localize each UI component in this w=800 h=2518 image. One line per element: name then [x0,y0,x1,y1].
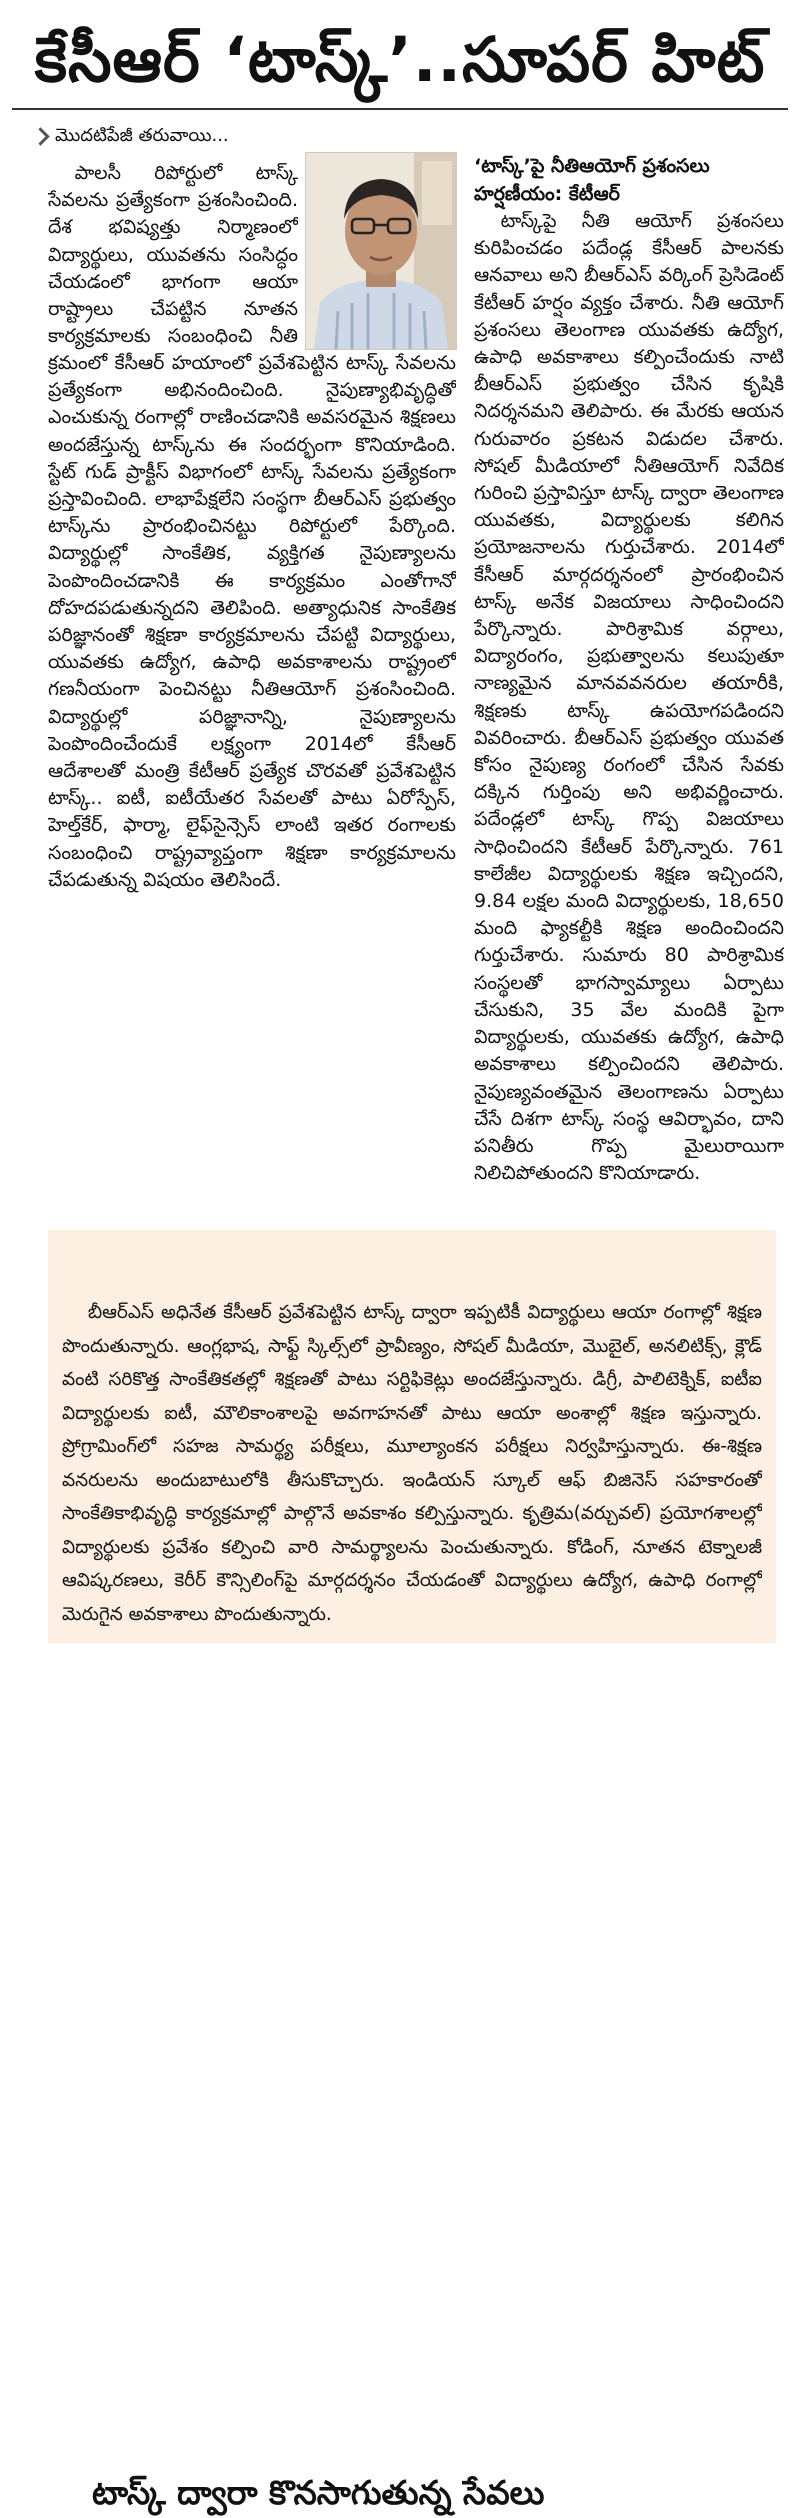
services-heading: టాస్క్ ద్వారా కొనసాగుతున్న సేవలు [92,2473,545,2512]
chevron-right-icon [31,127,49,145]
headline-rule [12,108,788,110]
headline: కేసీఆర్ ‘టాస్క్’..సూపర్ హిట్ [34,23,766,96]
left-column-text-top: పాలసీ రిపోర్టులో టాస్క్ సేవలను ప్రత్యేకంగా ప్రశంసించింది. దేశ భవిష్యత్తు నిర్మాణంలో విద్యార్థులు, యువతను సంసిద్ధం చేయడంలో భాగంగా ఆయా రాష్ట్రాలు చేపట్టిన నూతన కార్యక్రమాలకు సంబంధించి నీతి [48,162,298,348]
portrait-illustration [306,153,456,349]
services-text-container [62,1296,762,1636]
left-column-bottom [48,350,456,1220]
right-column [474,208,784,1218]
left-column-top [48,160,298,350]
continued-marker [34,124,229,148]
left-column-text-bottom: క్రమంలో కేసీఆర్ హయాంలో ప్రవేశపెట్టిన టాస్క్ సేవలను ప్రత్యేకంగా అభినందించింది. నైపుణ్యాభివృద్ధితో ఎంచుకున్న రంగాల్లో రాణించడానికి అవసరమైన శిక్షణలు అందజేస్తున్న టాస్క్‌ను ఈ సందర్భంగా కొనియాడింది. స్టేట్ గుడ్ ప్రాక్టీస్ విభాగంలో టాస్క్ సేవలను ప్రత్యేకంగా ప్రస్తావించింది. లాభాపేక్షలేని సంస్థగా బీఆర్‌ఎస్ ప్రభుత్వం టాస్క్‌ను ప్రారంభించినట్టు రిపోర్టులో పేర్కొంది. విద్యార్థుల్లో సాంకేతిక, వ్యక్తిగత నైపుణ్యాలను పెంపొందించడానికి ఈ కార్యక్రమం ఎంతోగానో దోహదపడుతున్నదని తెలిపింది. అత్యాధునిక సాంకేతిక పరిజ్ఞానంతో శిక్షణా కార్యక్రమాలను చేపట్టి విద్యార్థులు, యువతకు ఉద్యోగ, ఉపాధి అవకాశాలను రాష్ట్రంలో గణనీయంగా పెంచినట్టు నీతిఆయోగ్ ప్రశంసించింది. విద్యార్థుల్లో పరిజ్ఞానాన్ని, నైపుణ్యాలను పెంపొందించేందుకే లక్ష్యంగా 2014లో కేసీఆర్ ఆదేశాలతో మంత్రి కేటీఆర్ ప్రత్యేక చొరవతో ప్రవేశపెట్టిన టాస్క్.. ఐటీ, ఐటీయేతర సేవలతో పాటు ఏరోస్పేస్, హెల్త్‌కేర్, ఫార్మా, లైఫ్‌సైన్సెస్ లాంటి ఇతర రంగాలకు సంబంధించి రాష్ట్రవ్యాప్తంగా శిక్షణా కార్యక్రమాలను చేపడుతున్న విషయం తెలిసిందే. [48,352,456,891]
continued-label: మొదటిపేజీ తరువాయి... [55,125,229,146]
subheading: ‘టాస్క్’పై నీతిఆయోగ్ ప్రశంసలు హర్షణీయం: కేటీఆర్ [474,155,710,205]
ktr-portrait-photo [305,152,457,350]
services-text: బీఆర్‌ఎస్ అధినేత కేసీఆర్ ప్రవేశపెట్టిన టాస్క్ ద్వారా ఇప్పటికీ విద్యార్థులు ఆయా రంగాల్లో శిక్షణ పొందుతున్నారు. ఆంగ్లభాష, సాఫ్ట్ స్కిల్స్‌లో ప్రావీణ్యం, సోషల్ మీడియా, మొబైల్, అనలిటిక్స్, క్లౌడ్ వంటి సరికొత్త సాంకేతికతల్లో శిక్షణతో పాటు సర్టిఫికెట్లు అందజేస్తున్నారు. డిగ్రీ, పాలిటెక్నిక్, ఐటీఐ విద్యార్థులకు ఐటీ, మౌలికాంశాలపై అవగాహనతో పాటు ఆయా అంశాల్లో శిక్షణ ఇస్తున్నారు. ప్రోగ్రామింగ్‌లో సహజ సామర్థ్య పరీక్షలు, మూల్యాంకన పరీక్షలు నిర్వహిస్తున్నారు. ఈ-శిక్షణ వనరులను అందుబాటులోకి తీసుకొచ్చారు. ఇండియన్ స్కూల్ ఆఫ్ బిజినెస్ సహకారంతో సాంకేతికాభివృద్ధి కార్యక్రమాల్లో పాల్గొనే అవకాశం కల్పిస్తున్నారు. కృత్రిమ(వర్చువల్) ప్రయోగశాలల్లో విద్యార్థులకు ప్రవేశం కల్పించి వారి సామర్థ్యాలను పెంచుతున్నారు. కోడింగ్, నూతన టెక్నాలజీ ఆవిష్కరణలు, కెరీర్ కౌన్సిలింగ్‌పై మార్గదర్శనం చేయడంతో విద్యార్థులు ఉద్యోగ, ఉపాధి రంగాల్లో మెరుగైన అవకాశాలు పొందుతున్నారు. [62,1302,762,1625]
right-column-text: టాస్క్‌పై నీతి ఆయోగ్ ప్రశంసలు కురిపించడం పదేండ్ల కేసీఆర్ పాలనకు ఆనవాలు అని బీఆర్‌ఎస్ వర్కింగ్ ప్రెసిడెంట్ కేటీఆర్ హర్షం వ్యక్తం చేశారు. నీతి ఆయోగ్ ప్రశంసలు తెలంగాణ యువతకు ఉద్యోగ, ఉపాధి అవకాశాలు కల్పించేందుకు నాటి బీఆర్‌ఎస్ ప్రభుత్వం చేసిన కృషికి నిదర్శనమని తెలిపారు. ఈ మేరకు ఆయన గురువారం ప్రకటన విడుదల చేశారు. సోషల్ మీడియాలో నీతిఆయోగ్ నివేదిక గురించి ప్రస్తావిస్తూ టాస్క్ ద్వారా తెలంగాణ యువతకు, విద్యార్థులకు కలిగిన ప్రయోజనాలను గుర్తుచేశారు. 2014లో కేసీఆర్ మార్గదర్శనంలో ప్రారంభించిన టాస్క్ అనేక విజయాలు సాధించిందని పేర్కొన్నారు. పారిశ్రామిక వర్గాలు, విద్యారంగం, ప్రభుత్వాలను కలుపుతూ నాణ్యమైన మానవవనరుల తయారీకి, శిక్షణకు టాస్క్ ఉపయోగపడిందని వివరించారు. బీఆర్‌ఎస్ ప్రభుత్వం యువత కోసం నైపుణ్య రంగంలో చేసిన సేవకు దక్కిన గుర్తింపు అని అభివర్ణించారు. పదేండ్లలో టాస్క్ గొప్ప విజయాలు సాధించిందని కేటీఆర్ పేర్కొన్నారు. 761 కాలేజీల విద్యార్థులకు శిక్షణ ఇచ్చిందని, 9.84 లక్షల మంది విద్యార్థులకు, 18,650 మంది ఫ్యాకల్టీకి శిక్షణ అందించిందని గుర్తుచేశారు. సుమారు 80 పారిశ్రామిక సంస్థలతో భాగస్వామ్యాలు ఏర్పాటు చేసుకుని, 35 వేల మందికి పైగా విద్యార్థులకు, యువతకు ఉద్యోగ, ఉపాధి అవకాశాలు కల్పించిందని తెలిపారు. నైపుణ్యవంతమైన తెలంగాణను ఏర్పాటు చేసే దిశగా టాస్క్ సంస్థ ఆవిర్భావం, దాని పనితీరు గొప్ప మైలురాయిగా నిలిచిపోతుందని కొనియాడారు. [474,210,784,1185]
